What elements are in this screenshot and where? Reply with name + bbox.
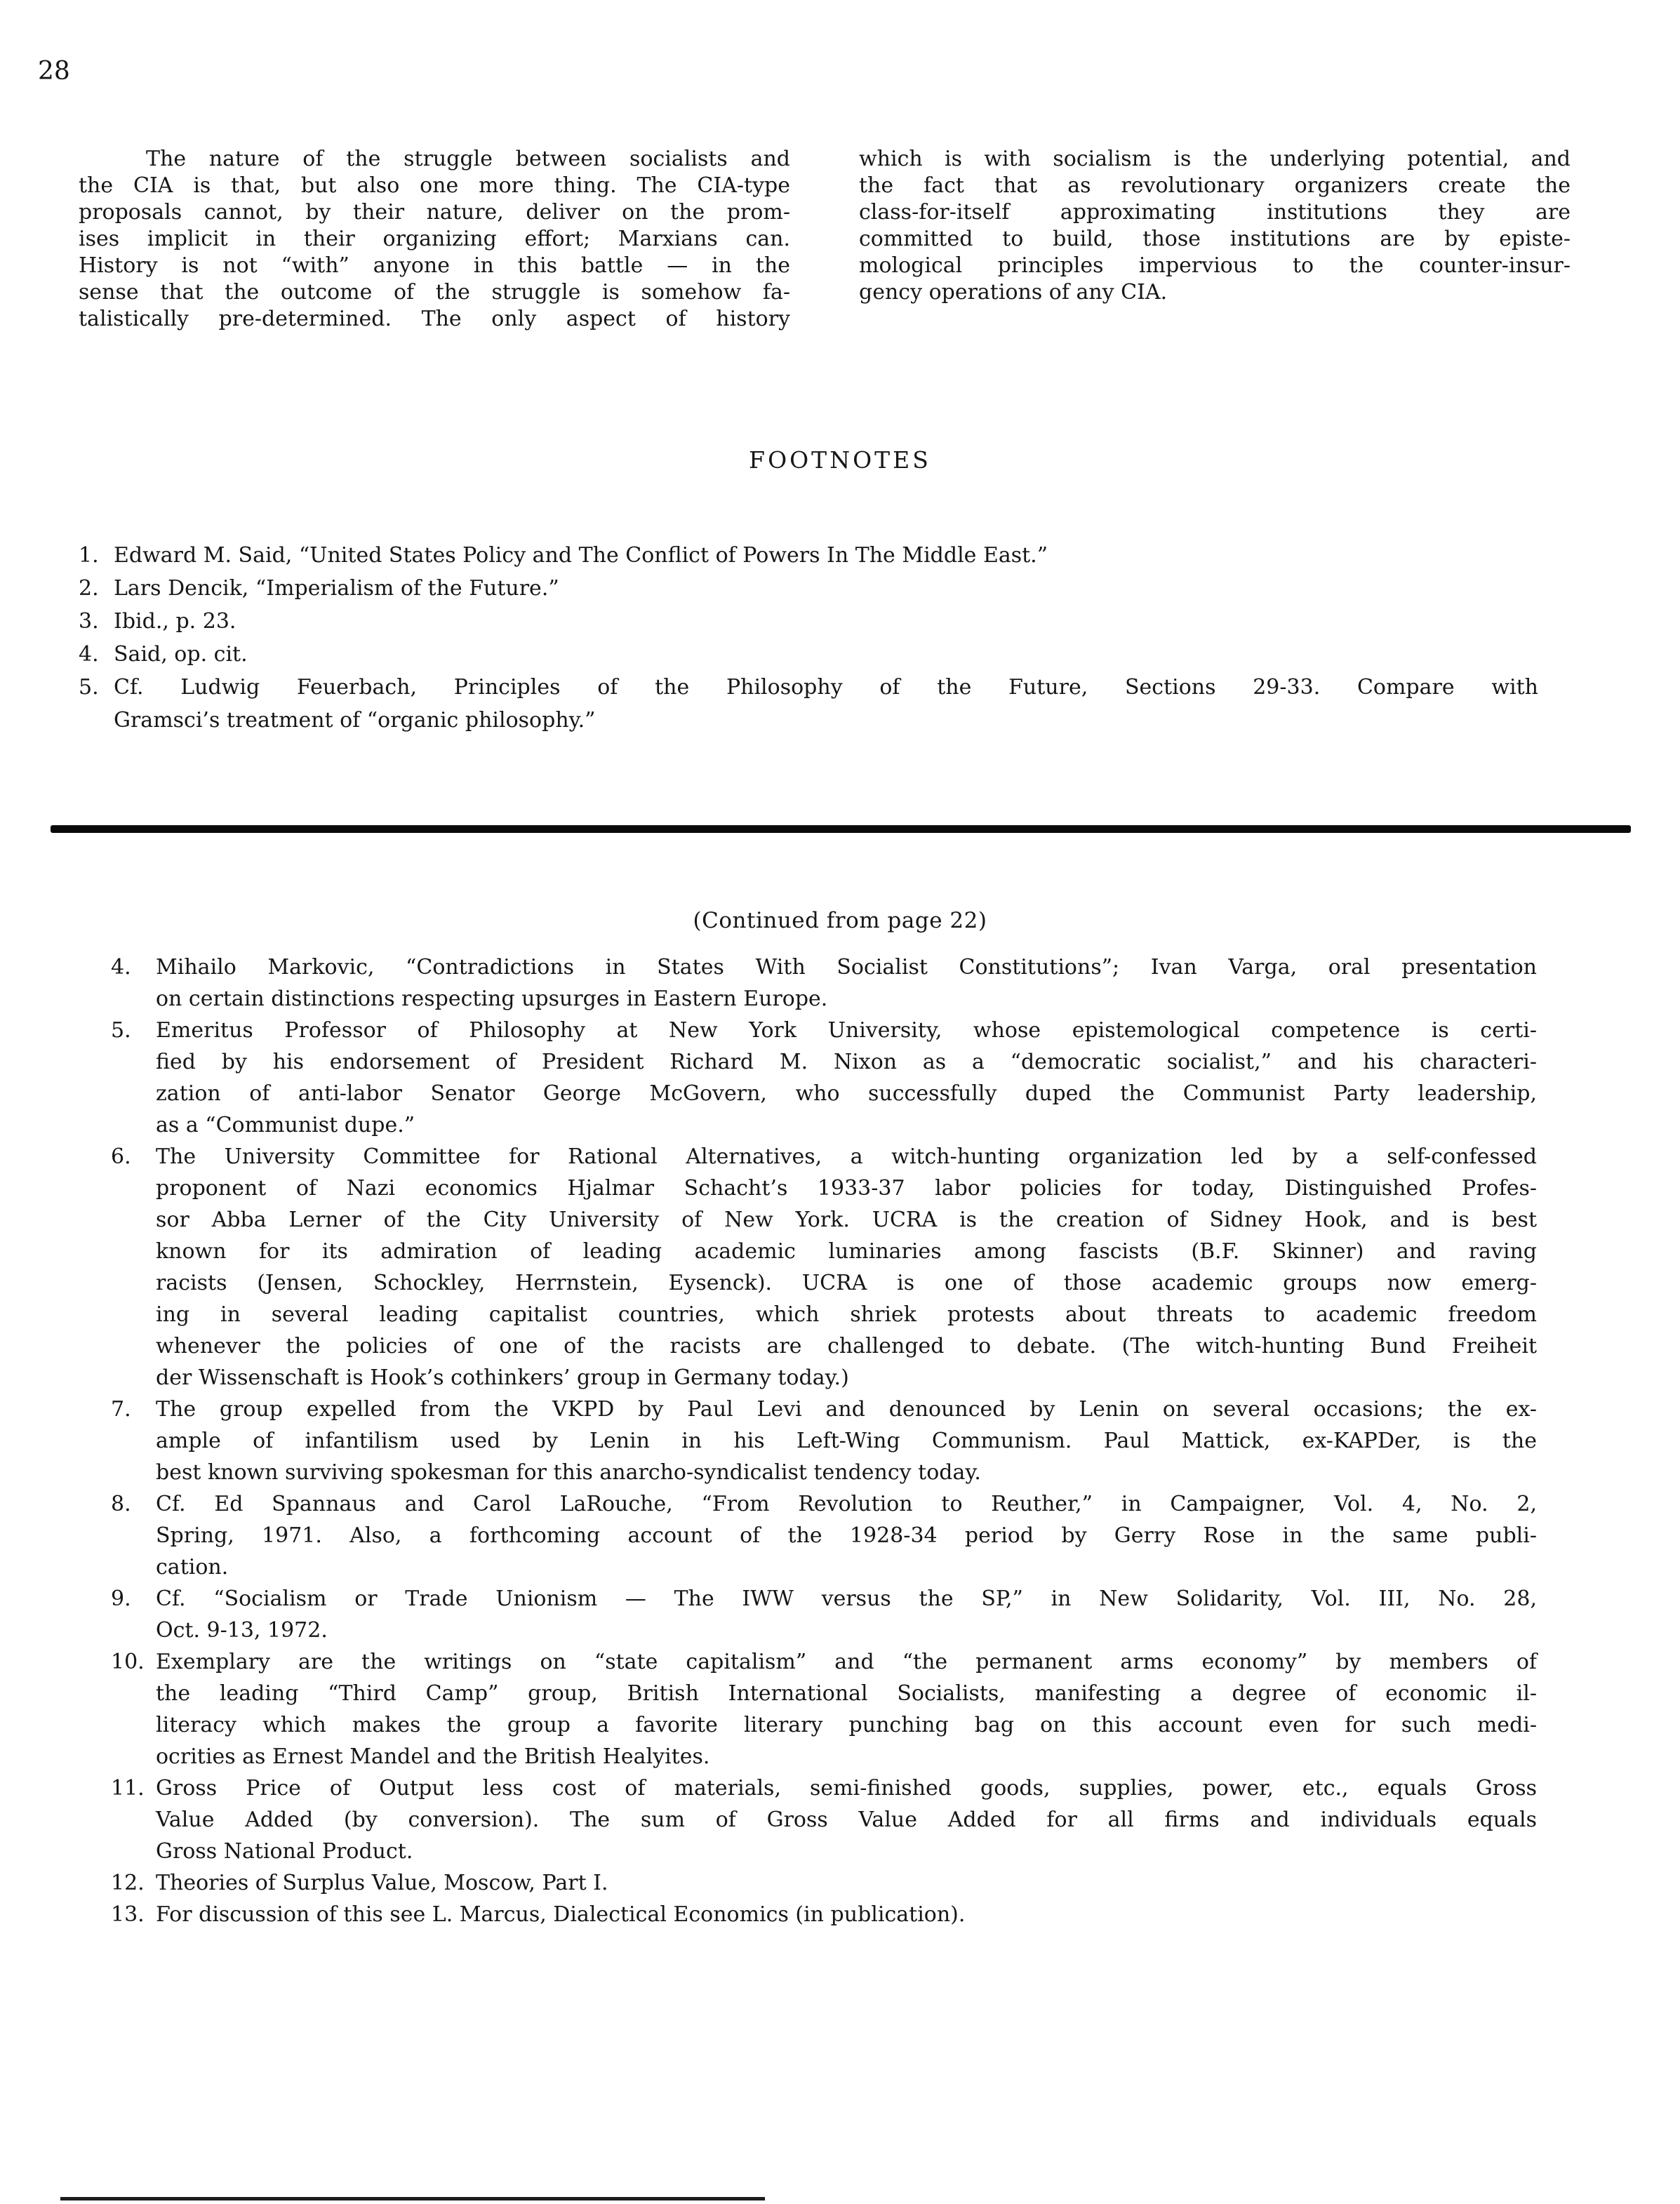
text-line: Gross Price of Output less cost of materials, semi-finished goods, supplies, power, etc., equals Gross xyxy=(156,1776,1537,1801)
text-line: Cf. “Socialism or Trade Unionism — The IWW versus the SP,” in New Solidarity, Vol. III, No. 28, xyxy=(156,1587,1537,1611)
footnote-text xyxy=(114,572,1538,605)
footnote-item xyxy=(111,1899,1537,1930)
text-line: ample of infantilism used by Lenin in his Left-Wing Communism. Paul Mattick, ex-KAPDer, is the xyxy=(156,1429,1537,1453)
text-line: Gross National Product. xyxy=(156,1839,413,1864)
text-line: ocrities as Ernest Mandel and the British Healyites. xyxy=(156,1744,710,1769)
text-line: on certain distinctions respecting upsurges in Eastern Europe. xyxy=(156,987,828,1011)
text-line: sor Abba Lerner of the City University of New York. UCRA is the creation of Sidney Hook, and is best xyxy=(156,1208,1537,1232)
text-line: der Wissenschaft is Hook’s cothinkers’ group in Germany today.) xyxy=(156,1365,849,1390)
text-line: which is with socialism is the underlying potential, and xyxy=(859,147,1571,171)
continued-footnotes-list xyxy=(111,951,1537,1930)
text-line: Value Added (by conversion). The sum of Gross Value Added for all firms and individuals equals xyxy=(156,1808,1537,1832)
footnote-number: 5. xyxy=(111,1018,131,1043)
footnote-item xyxy=(111,1867,1537,1899)
text-line: Ibid., p. 23. xyxy=(114,609,236,634)
footnote-number: 9. xyxy=(111,1587,131,1611)
text-line: ing in several leading capitalist countries, which shriek protests about threats to academic freedom xyxy=(156,1302,1537,1327)
text-line: ises implicit in their organizing effort; Marxians can. xyxy=(79,227,790,251)
text-line: committed to build, those institutions are by episte- xyxy=(859,227,1571,251)
footnote-item xyxy=(111,1772,1537,1867)
text-line: zation of anti-labor Senator George McGovern, who successfully duped the Communist Party leadership, xyxy=(156,1081,1537,1106)
footnote-number: 3. xyxy=(79,609,99,634)
text-line: the leading “Third Camp” group, British International Socialists, manifesting a degree of economic il- xyxy=(156,1681,1537,1706)
text-line: Lars Dencik, “Imperialism of the Future.” xyxy=(114,576,559,601)
text-line: talistically pre-determined. The only aspect of history xyxy=(79,307,790,331)
footnote-text xyxy=(156,1772,1537,1867)
footnote-text xyxy=(114,605,1538,638)
footnote-number: 5. xyxy=(79,675,99,700)
footnote-item xyxy=(111,1646,1537,1772)
text-line: Edward M. Said, “United States Policy and The Conflict of Powers In The Middle East.” xyxy=(114,543,1048,568)
footnote-text xyxy=(156,1583,1537,1646)
footnote-item xyxy=(111,1141,1537,1394)
footnote-number: 4. xyxy=(79,642,99,667)
text-line: class-for-itself approximating institutions they are xyxy=(859,200,1571,225)
text-line: the CIA is that, but also one more thing. The CIA-type xyxy=(79,173,790,198)
text-line: For discussion of this see L. Marcus, Dialectical Economics (in publication). xyxy=(156,1902,966,1927)
page-number: 28 xyxy=(38,57,70,86)
footnote-number: 12. xyxy=(111,1871,145,1895)
text-line: Cf. Ludwig Feuerbach, Principles of the Philosophy of the Future, Sections 29-33. Compare with xyxy=(114,675,1538,700)
footnote-number: 6. xyxy=(111,1144,131,1169)
text-line: gency operations of any CIA. xyxy=(859,280,1168,305)
text-line: Said, op. cit. xyxy=(114,642,248,667)
footnote-text xyxy=(156,951,1537,1015)
text-line: best known surviving spokesman for this anarcho-syndicalist tendency today. xyxy=(156,1460,981,1485)
footnote-item xyxy=(111,1394,1537,1488)
footnote-number: 8. xyxy=(111,1492,131,1516)
text-line: Oct. 9-13, 1972. xyxy=(156,1618,328,1643)
text-line: The nature of the struggle between socialists and xyxy=(146,147,790,171)
article-text-columns xyxy=(79,146,1571,333)
footnote-item xyxy=(79,539,1538,572)
text-line: Emeritus Professor of Philosophy at New York University, whose epistemological competence is certi- xyxy=(156,1018,1537,1043)
footnote-text xyxy=(114,671,1538,737)
footnote-text xyxy=(156,1015,1537,1141)
footnote-number: 4. xyxy=(111,955,131,980)
footnote-text xyxy=(156,1488,1537,1583)
footnote-text xyxy=(156,1394,1537,1488)
footnotes-list xyxy=(79,539,1538,737)
footnote-item xyxy=(111,1488,1537,1583)
text-line: Mihailo Markovic, “Contradictions in States With Socialist Constitutions”; Ivan Varga, oral presentation xyxy=(156,955,1537,980)
text-line: History is not “with” anyone in this battle — in the xyxy=(79,253,790,278)
text-line: Spring, 1971. Also, a forthcoming account of the 1928-34 period by Gerry Rose in the same publi- xyxy=(156,1523,1537,1548)
article-right-column xyxy=(859,146,1571,333)
continued-from-heading: (Continued from page 22) xyxy=(693,908,987,933)
footnote-number: 11. xyxy=(111,1776,145,1801)
footnote-item xyxy=(79,638,1538,671)
footnote-text xyxy=(114,539,1538,572)
text-line: Theories of Surplus Value, Moscow, Part I. xyxy=(156,1871,608,1895)
text-line: cation. xyxy=(156,1555,229,1579)
text-line: the fact that as revolutionary organizers create the xyxy=(859,173,1571,198)
footnote-item xyxy=(79,572,1538,605)
text-line: The University Committee for Rational Alternatives, a witch-hunting organization led by a self-confessed xyxy=(156,1144,1537,1169)
footnote-text xyxy=(156,1899,1537,1930)
text-line: known for its admiration of leading academic luminaries among fascists (B.F. Skinner) and raving xyxy=(156,1239,1537,1264)
text-line: sense that the outcome of the struggle is somehow fa- xyxy=(79,280,790,305)
text-line: whenever the policies of one of the racists are challenged to debate. (The witch-hunting Bund Freiheit xyxy=(156,1334,1537,1358)
footnote-item xyxy=(111,1015,1537,1141)
footnotes-heading: FOOTNOTES xyxy=(749,446,931,474)
footnote-text xyxy=(156,1646,1537,1772)
footnote-number: 13. xyxy=(111,1902,145,1927)
text-line: proponent of Nazi economics Hjalmar Schacht’s 1933-37 labor policies for today, Distinguished Profes- xyxy=(156,1176,1537,1201)
text-line: as a “Communist dupe.” xyxy=(156,1113,415,1137)
text-line: Exemplary are the writings on “state capitalism” and “the permanent arms economy” by members of xyxy=(156,1650,1537,1674)
footnote-text xyxy=(114,638,1538,671)
text-line: The group expelled from the VKPD by Paul Levi and denounced by Lenin on several occasions; the ex- xyxy=(156,1397,1537,1422)
text-line: racists (Jensen, Schockley, Herrnstein, Eysenck). UCRA is one of those academic groups now emerg- xyxy=(156,1271,1537,1295)
footnote-number: 1. xyxy=(79,543,99,568)
footnote-text xyxy=(156,1141,1537,1394)
text-line: mological principles impervious to the counter-insur- xyxy=(859,253,1571,278)
footnote-number: 7. xyxy=(111,1397,131,1422)
footnote-item xyxy=(79,671,1538,737)
section-divider-rule xyxy=(51,825,1631,833)
text-line: Cf. Ed Spannaus and Carol LaRouche, “From Revolution to Reuther,” in Campaigner, Vol. 4, No. 2, xyxy=(156,1492,1537,1516)
article-left-column xyxy=(79,146,790,333)
footnote-item xyxy=(111,1583,1537,1646)
footnote-item xyxy=(79,605,1538,638)
text-line: Gramsci’s treatment of “organic philosophy.” xyxy=(114,708,596,733)
bottom-partial-rule xyxy=(60,2197,765,2200)
footnote-text xyxy=(156,1867,1537,1899)
footnote-item xyxy=(111,951,1537,1015)
text-line: proposals cannot, by their nature, deliver on the prom- xyxy=(79,200,790,225)
footnote-number: 2. xyxy=(79,576,99,601)
footnote-number: 10. xyxy=(111,1650,145,1674)
text-line: fied by his endorsement of President Richard M. Nixon as a “democratic socialist,” and his characteri- xyxy=(156,1050,1537,1074)
text-line: literacy which makes the group a favorite literary punching bag on this account even for such medi- xyxy=(156,1713,1537,1737)
